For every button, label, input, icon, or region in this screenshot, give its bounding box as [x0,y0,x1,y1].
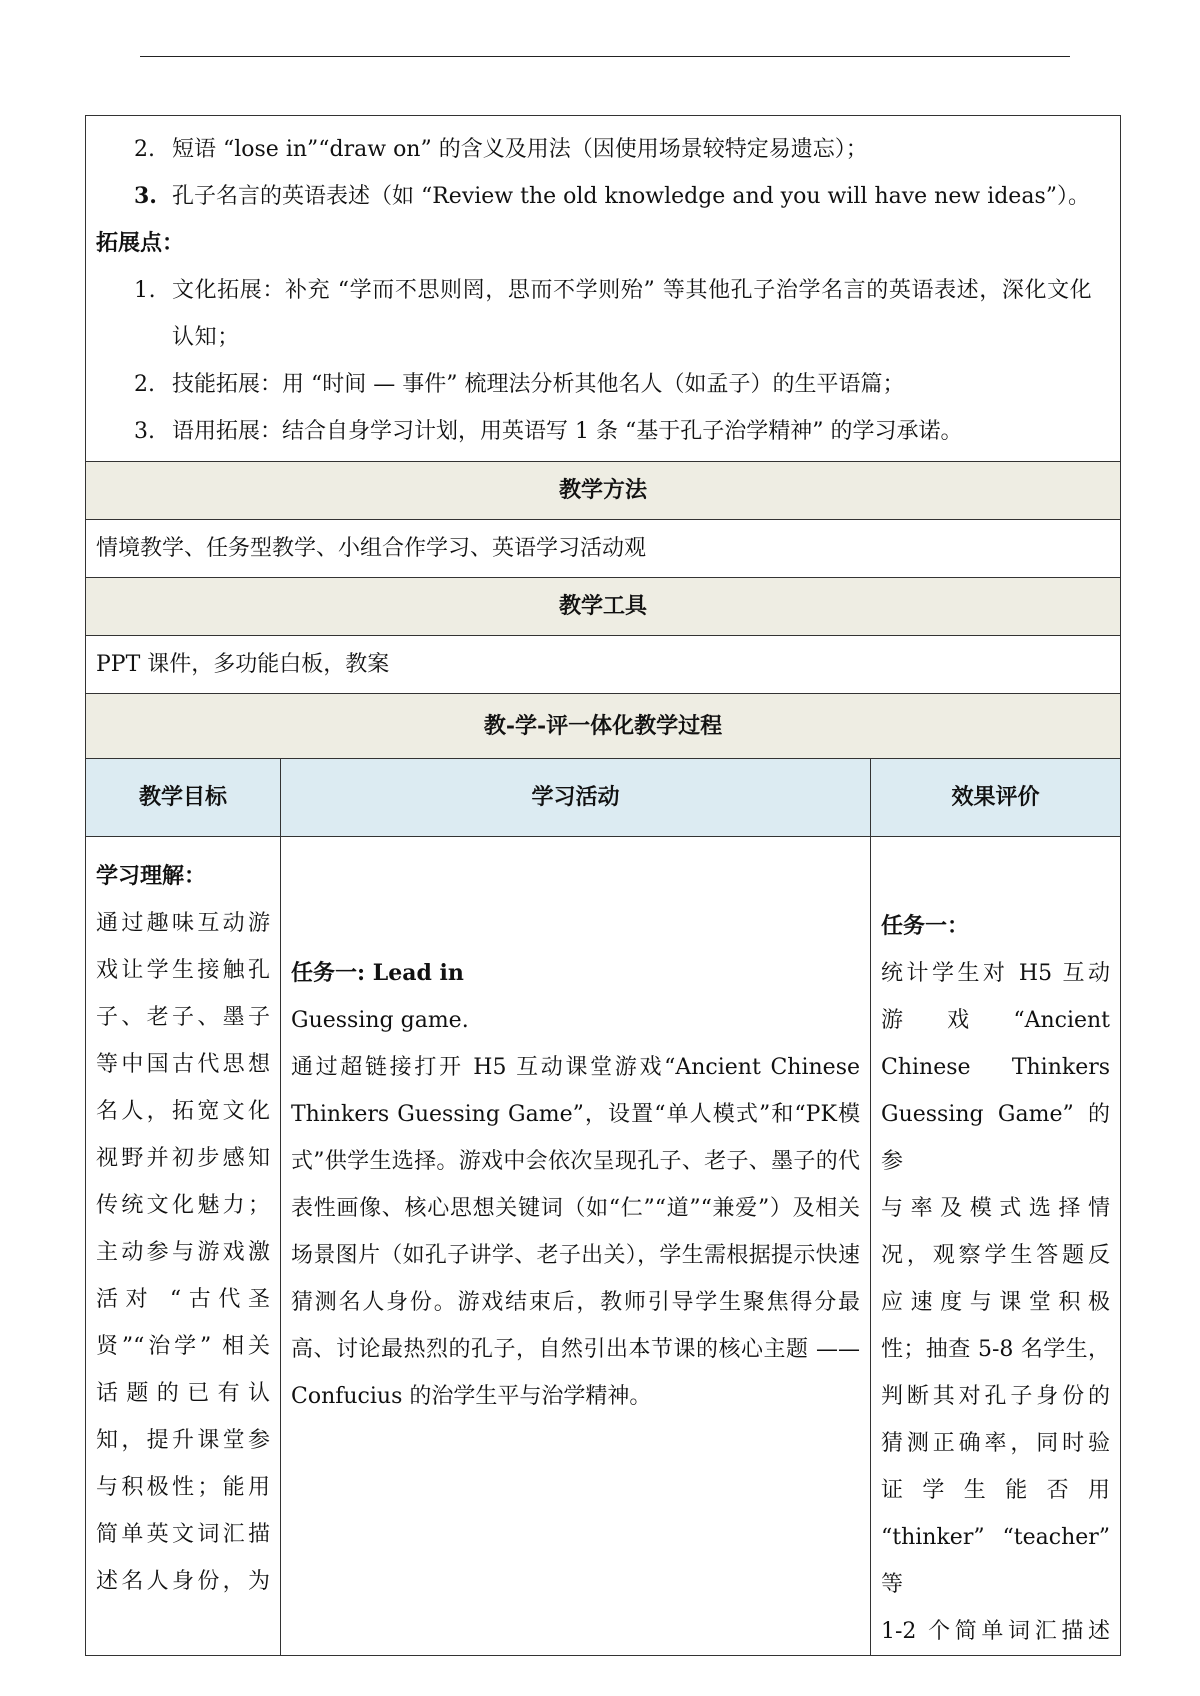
goal-line: 传统文化魅力； [96,1193,270,1218]
goal-line: 话题的已有认 [96,1381,270,1406]
evaluation-line: 判断其对孔子身份的 [881,1384,1111,1409]
evaluation-line: 况，观察学生答题反 [881,1243,1111,1268]
goal-line: 贤”“治学” 相关 [96,1334,270,1359]
goal-line: 活对 “古代圣 [96,1287,270,1312]
goal-line: 子、老子、墨子 [96,1005,270,1030]
evaluation-cell [871,837,1121,1656]
goal-line: 通过趣味互动游 [96,911,270,936]
header-rule [140,56,1070,57]
item-text: 孔子名言的英语表述（如 “Review the old knowledge and you will have new ideas”）。 [172,184,1090,209]
difficulty-extension-row [86,116,1121,462]
difficulty-item-2 [134,126,1110,173]
extension-item-1 [134,267,1110,361]
evaluation-line: Guessing Game” 的参 [881,1102,1111,1174]
tools-content-row [86,636,1121,694]
methods-content: 情境教学、任务型教学、小组合作学习、英语学习活动观 [86,520,1121,578]
evaluation-line: Chinese Thinkers [881,1055,1111,1080]
evaluation-line: 证 学 生 能 否 用 [881,1478,1111,1503]
goal-title: 学习理解： [96,863,207,889]
methods-content-row [86,520,1121,578]
goal-line: 知，提升课堂参 [96,1428,270,1453]
evaluation-line: 性；抽查 5-8 名学生， [881,1337,1111,1362]
item-text: 技能拓展：用 “时间 — 事件” 梳理法分析其他名人（如孟子）的生平语篇； [172,372,905,397]
lesson-plan-table [85,115,1121,1656]
goal-line: 主动参与游戏激 [96,1240,270,1265]
goal-line: 名人，拓宽文化 [96,1099,270,1124]
item-number: 3. [134,419,155,444]
activity-body: 通过超链接打开 H5 互动课堂游戏“Ancient Chinese Thinkers Guessing Game”，设置“单人模式”和“PK模式”供学生选择。游戏中会依次呈现孔子、老子、墨子的代表性画像、核心思想关键词（如“仁”“道”“兼爱”）及相关场景图片（如孔子讲学、老子出关），学生需根据提示快速猜测名人身份。游戏结束后，教师引导学生聚焦得分最高、讨论最热烈的孔子，自然引出本节课的核心主题 ——Confucius 的治学生平与治学精神。 [291,1055,860,1409]
tools-heading-row [86,578,1121,636]
evaluation-line: 猜测正确率，同时验 [881,1431,1111,1456]
goal-line: 与积极性；能用 [96,1475,270,1500]
activity-subtitle: Guessing game. [291,1008,469,1033]
goal-line: 述名人身份，为 [96,1569,270,1594]
difficulty-item-3 [134,173,1110,220]
evaluation-line: 统计学生对 H5 互动 [881,961,1111,986]
evaluation-line: 游 戏 “Ancient [881,1008,1111,1033]
item-text: 短语 “lose in”“draw on” 的含义及用法（因使用场景较特定易遗忘）； [172,137,868,162]
item-text: 文化拓展：补充 “学而不思则罔，思而不学则殆” 等其他孔子治学名言的英语表述，深化文化认知； [172,278,1093,350]
methods-heading: 教学方法 [86,462,1121,520]
column-header-activity: 学习活动 [281,759,871,837]
process-row-task1 [86,837,1121,1656]
item-number: 2. [134,137,155,162]
process-heading: 教-学-评一体化教学过程 [86,694,1121,759]
item-text: 语用拓展：结合自身学习计划，用英语写 1 条 “基于孔子治学精神” 的学习承诺。 [172,419,963,444]
item-number: 1. [134,278,157,303]
process-column-headers [86,759,1121,837]
goal-cell [86,837,281,1656]
extension-title: 拓展点： [96,230,185,256]
evaluation-line: 应速度与课堂积极 [881,1290,1111,1315]
column-header-evaluation: 效果评价 [871,759,1121,837]
goal-line: 视野并初步感知 [96,1146,270,1171]
tools-content: PPT 课件，多功能白板，教案 [86,636,1121,694]
column-header-goal: 教学目标 [86,759,281,837]
methods-heading-row [86,462,1121,520]
extension-item-2 [134,361,1110,408]
process-heading-row [86,694,1121,759]
goal-line: 简单英文词汇描 [96,1522,270,1547]
extension-item-3 [134,408,1110,455]
evaluation-line: “thinker” “teacher” 等 [881,1525,1111,1597]
goal-line: 戏让学生接触孔 [96,958,270,983]
evaluation-line: 1-2 个简单词汇描述 [881,1619,1111,1644]
evaluation-line: 与率及模式选择情 [881,1196,1111,1221]
item-number: 3. [134,183,157,209]
activity-cell [281,837,871,1656]
goal-line: 等中国古代思想 [96,1052,270,1077]
evaluation-title: 任务一： [881,913,970,939]
activity-title: 任务一: Lead in [291,960,464,986]
difficulty-extension-cell [86,116,1121,462]
tools-heading: 教学工具 [86,578,1121,636]
item-number: 2. [134,372,155,397]
